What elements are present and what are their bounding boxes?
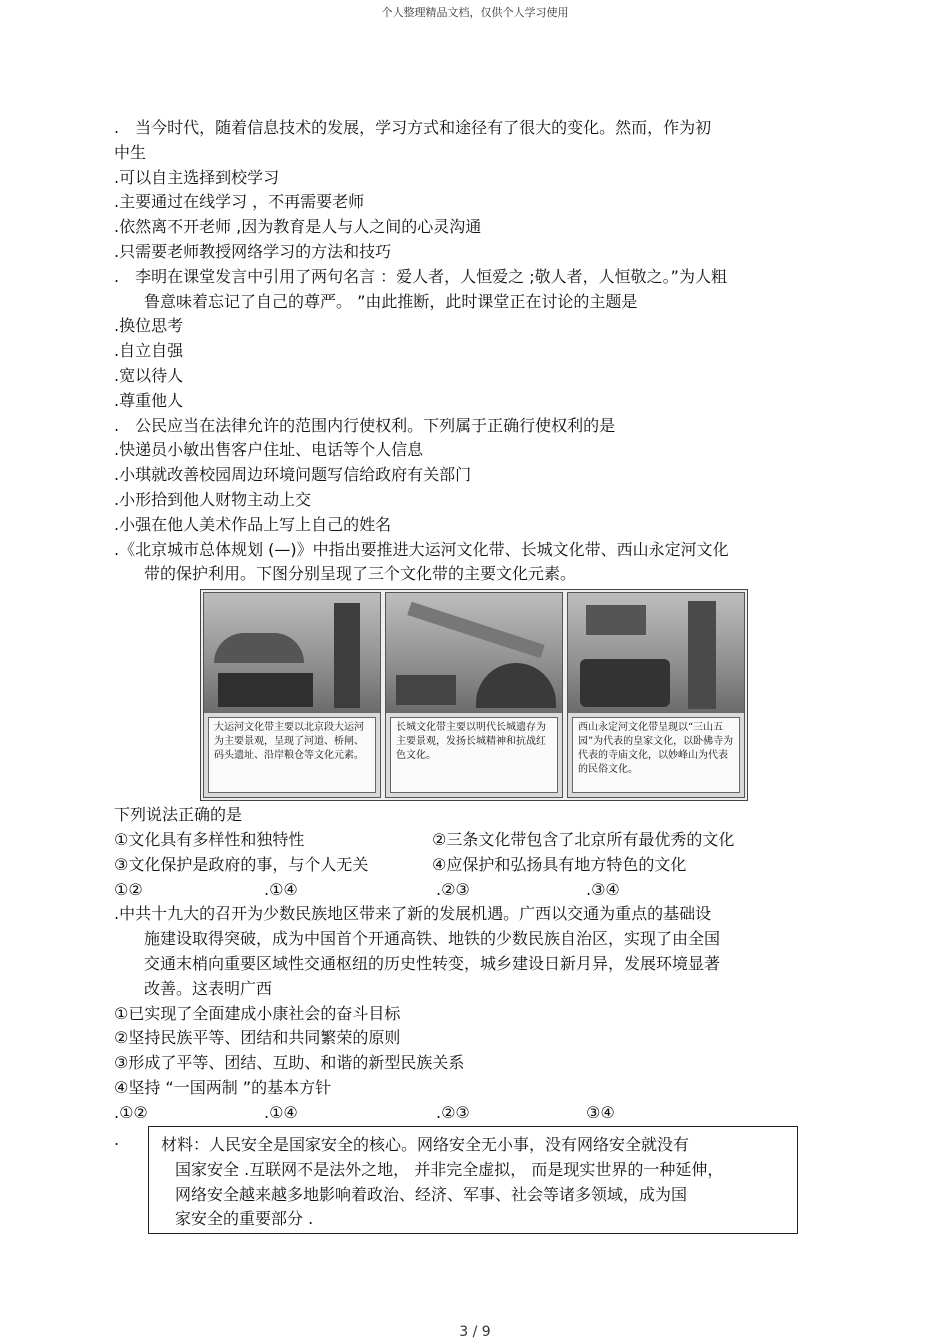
- q4-choices: [114, 878, 814, 903]
- grand-canal-caption: 大运河文化带主要以北京段大运河为主要景观，呈现了河道、桥闸、码头遗址、沿岸粮仓等文化元素。: [208, 717, 376, 793]
- q2-option-c: .宽以待人: [114, 365, 184, 385]
- q5-statement-2: ②坚持民族平等、团结和共同繁荣的原则: [114, 1028, 401, 1048]
- q4-statements-row2: [114, 853, 814, 878]
- q4-statements-row1: [114, 828, 814, 853]
- q4-stem: .《北京城市总体规划 (—)》中指出要推进大运河文化带、长城文化带、西山永定河文化: [114, 539, 729, 559]
- document-body: [114, 116, 814, 1126]
- q4-statement-4: ④应保护和弘扬具有地方特色的文化: [432, 854, 687, 874]
- q5-statement-4: ④坚持 “一国两制 ”的基本方针: [114, 1077, 332, 1097]
- q4-choice-b: .①④: [264, 879, 298, 899]
- culture-belt-figure: [200, 589, 748, 801]
- q2-stem: . 李明在课堂发言中引用了两句名言 ：爱人者，人恒爱之 ;敬人者，人恒敬之。”为人粗: [114, 266, 727, 286]
- q5-stem-cont-2: 交通末梢向重要区域性交通枢纽的历史性转变，城乡建设日新月异，发展环境显著: [144, 953, 721, 973]
- q1-option-b: .主要通过在线学习 ，不再需要老师: [114, 192, 365, 212]
- q6-material-line-4: 家安全的重要部分 .: [175, 1209, 314, 1229]
- q3-option-b: .小琪就改善校园周边环境问题写信给政府有关部门: [114, 465, 472, 485]
- q2-option-b: .自立自强: [114, 341, 184, 361]
- q6-material-line-2: 国家安全 .互联网不是法外之地， 并非完全虚拟， 而是现实世界的一种延伸，: [175, 1159, 724, 1179]
- q4-choice-c: .②③: [436, 879, 470, 899]
- q4-question: 下列说法正确的是: [114, 805, 243, 825]
- great-wall-panel: [385, 592, 563, 798]
- q3-option-a: .快递员小敏出售客户住址、电话等个人信息: [114, 440, 424, 460]
- q5-choice-c: .②③: [436, 1102, 470, 1122]
- q5-statement-3: ③形成了平等、团结、互助、和谐的新型民族关系: [114, 1053, 465, 1073]
- q5-choice-b: .①④: [264, 1102, 298, 1122]
- q4-choice-a: ①②: [114, 879, 143, 899]
- q5-statement-1: ①已实现了全面建成小康社会的奋斗目标: [114, 1003, 401, 1023]
- page-header: 个人整理精品文档，仅供个人学习使用: [381, 6, 569, 19]
- q3-option-c: .小形拾到他人财物主动上交: [114, 489, 312, 509]
- q2-option-d: .尊重他人: [114, 390, 184, 410]
- q5-stem: .中共十九大的召开为少数民族地区带来了新的发展机遇。广西以交通为重点的基础设: [114, 904, 712, 924]
- q6-material-line-3: 网络安全越来越多地影响着政治、经济、军事、社会等诸多领域，成为国: [175, 1184, 688, 1204]
- great-wall-caption: 长城文化带主要以明代长城遗存为主要景观，发扬长城精神和抗战红色文化。: [390, 717, 558, 793]
- q1-stem: . 当今时代，随着信息技术的发展，学习方式和途径有了很大的变化。然而，作为初: [114, 118, 712, 137]
- q4-stem-cont: 带的保护利用。下图分别呈现了三个文化带的主要文化元素。: [144, 564, 577, 584]
- grand-canal-panel: [203, 592, 381, 798]
- q5-choice-d: ③④: [586, 1102, 615, 1122]
- page-number: 3 / 9: [459, 1324, 491, 1340]
- q3-option-d: .小强在他人美术作品上写上自己的姓名: [114, 514, 392, 534]
- q2-stem-cont: 鲁意味着忘记了自己的尊严。 ”由此推断，此时课堂正在讨论的主题是: [144, 291, 638, 311]
- q6-number-dot: .: [114, 1130, 120, 1149]
- q1-option-c: .依然离不开老师 ,因为教育是人与人之间的心灵沟通: [114, 217, 482, 237]
- grand-canal-photo: [204, 593, 380, 713]
- q1-option-d: .只需要老师教授网络学习的方法和技巧: [114, 241, 392, 261]
- q1-option-a: .可以自主选择到校学习: [114, 167, 280, 187]
- western-hills-panel: [567, 592, 745, 798]
- q5-choice-a: .①②: [114, 1102, 148, 1122]
- q3-stem: . 公民应当在法律允许的范围内行使权利。下列属于正确行使权利的是: [114, 415, 616, 435]
- q5-choices: [114, 1101, 814, 1126]
- q4-statement-1: ①文化具有多样性和独特性: [114, 829, 305, 849]
- q4-statement-3: ③文化保护是政府的事，与个人无关: [114, 854, 369, 874]
- q4-statement-2: ②三条文化带包含了北京所有最优秀的文化: [432, 829, 735, 849]
- q4-choice-d: .③④: [586, 879, 620, 899]
- q6-material-line-1: 材料：人民安全是国家安全的核心。网络安全无小事，没有网络安全就没有: [161, 1135, 690, 1154]
- western-hills-caption: 西山永定河文化带呈现以“三山五园”为代表的皇家文化，以卧佛寺为代表的寺庙文化，以妙峰山为代表的民俗文化。: [572, 717, 740, 793]
- q5-stem-cont-3: 改善。这表明广西: [144, 978, 273, 998]
- great-wall-photo: [386, 593, 562, 713]
- q2-option-a: .换位思考: [114, 316, 184, 336]
- q5-stem-cont-1: 施建设取得突破，成为中国首个开通高铁、地铁的少数民族自治区，实现了由全国: [144, 929, 721, 949]
- western-hills-photo: [568, 593, 744, 713]
- q6-material-box: [148, 1126, 798, 1234]
- q1-stem-cont: 中生: [114, 142, 147, 162]
